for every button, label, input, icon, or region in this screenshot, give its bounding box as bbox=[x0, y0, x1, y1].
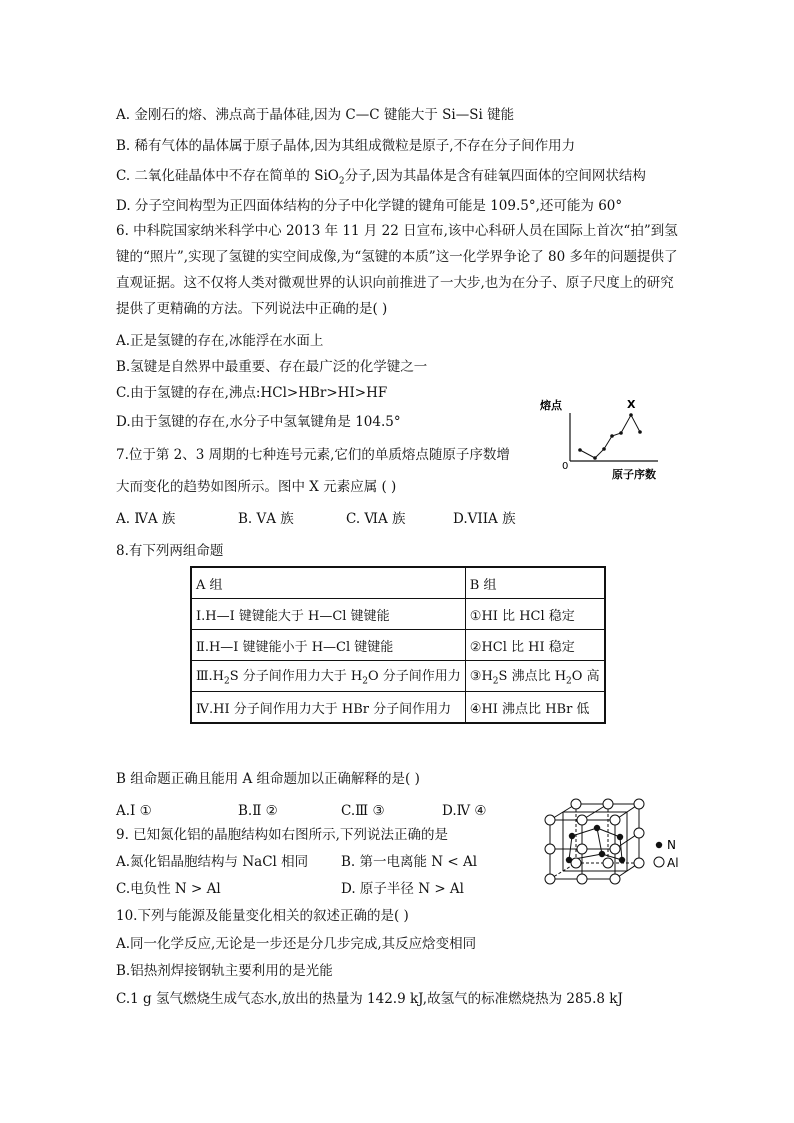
q9-options-cd bbox=[116, 880, 464, 898]
q10-option-c: C.1 g 氢气燃烧生成气态水,放出的热量为 142.9 kJ,故氢气的标准燃烧热为 285.8 kJ bbox=[116, 991, 623, 1007]
melting-point-figure bbox=[540, 395, 670, 487]
q9-option-a: A.氮化铝晶胞结构与 NaCl 相同 bbox=[116, 854, 309, 870]
q9-option-c: C.电负性 N > Al bbox=[116, 881, 221, 897]
q8-option-c: C.Ⅲ ③ bbox=[341, 803, 385, 819]
data-point bbox=[602, 447, 606, 451]
cell-b: $③H_2S$ 沸点比 $H_2O$ 高 bbox=[465, 661, 604, 692]
data-point bbox=[593, 456, 597, 460]
trend-line bbox=[580, 415, 640, 458]
q6-option-c: C.由于氢键的存在,沸点:HCl>HBr>HI>HF bbox=[116, 385, 388, 401]
q7-option-a: A. ⅣA 族 bbox=[116, 511, 176, 527]
q10-option-b: B.铝热剂焊接钢轨主要利用的是光能 bbox=[116, 963, 333, 979]
legend-al-marker bbox=[654, 857, 664, 867]
q7-option-d: D.VIIA 族 bbox=[453, 511, 516, 527]
q8-option-d: D.Ⅳ ④ bbox=[442, 803, 487, 819]
data-point bbox=[578, 448, 582, 452]
data-point bbox=[619, 431, 623, 435]
figure-point-label: X bbox=[627, 398, 636, 411]
header-group-b: B 组 bbox=[465, 567, 604, 599]
data-point bbox=[638, 430, 642, 434]
data-point-x bbox=[629, 413, 633, 417]
cell-frame bbox=[550, 804, 639, 879]
data-point bbox=[610, 434, 614, 438]
table-row bbox=[191, 661, 605, 692]
q8-question: B 组命题正确且能用 A 组命题加以正确解释的是( ) bbox=[116, 771, 420, 787]
q7-option-b: B. ⅤA 族 bbox=[238, 511, 294, 527]
table-header-row bbox=[191, 567, 605, 599]
q6-stem: 6. 中科院国家纳米科学中心 2013 年 11 月 22 日宣布,该中心科研人员在国际上首次“拍”到氢键的“照片”,实现了氢键的实空间成像,为“氢键的本质”这一化学界争论了 80 多年的问题提供了直观证据。这不仅将人类对微观世界的认识向前推进了一大步,也为在分子、原子尺度上的研究提供了更精确的方法。下列说法中正确的是( ) bbox=[116, 223, 678, 317]
q10-option-a: A.同一化学反应,无论是一步还是分几步完成,其反应焓变相同 bbox=[116, 936, 477, 952]
proposition-table bbox=[190, 566, 606, 724]
q5-option-c: C. 二氧化硅晶体中不存在简单的 SiO$_2$分子,因为其晶体是含有硅氧四面体的空间网状结构 bbox=[116, 168, 646, 187]
q7-options bbox=[116, 510, 516, 528]
q5-option-b: B. 稀有气体的晶体属于原子晶体,因为其组成微粒是原子,不存在分子间作用力 bbox=[116, 138, 576, 154]
table-row bbox=[191, 599, 605, 630]
figure-origin: 0 bbox=[562, 461, 569, 472]
q10-stem: 10.下列与能源及能量变化相关的叙述正确的是( ) bbox=[116, 908, 409, 924]
q5-option-d: D. 分子空间构型为正四面体结构的分子中化学键的键角可能是 109.5°,还可能为 60° bbox=[116, 198, 623, 214]
figure-y-label: 熔点 bbox=[540, 399, 562, 412]
legend-n-marker bbox=[656, 842, 662, 848]
q6-option-d: D.由于氢键的存在,水分子中氢氧键角是 104.5° bbox=[116, 414, 401, 430]
cell-a: Ⅰ.H—I 键键能大于 H—Cl 键键能 bbox=[191, 599, 465, 630]
cell-a: Ⅳ.HI 分子间作用力大于 HBr 分子间作用力 bbox=[191, 692, 465, 724]
q9-option-b: B. 第一电离能 N < Al bbox=[341, 854, 478, 870]
legend-al-label: Al bbox=[667, 856, 679, 870]
q7-option-c: C. ⅥA 族 bbox=[346, 511, 406, 527]
legend-n-label: N bbox=[667, 838, 676, 852]
cell-b: ①HI 比 HCl 稳定 bbox=[465, 599, 604, 630]
q6-option-b: B.氢键是自然界中最重要、存在最广泛的化学键之一 bbox=[116, 359, 428, 375]
q8-option-b: B.Ⅱ ② bbox=[238, 803, 278, 819]
table-row bbox=[191, 692, 605, 724]
q8-option-a: A.Ⅰ ① bbox=[116, 803, 152, 819]
q8-options bbox=[116, 802, 487, 820]
table-row bbox=[191, 630, 605, 661]
aln-unit-cell-figure bbox=[540, 798, 690, 890]
q9-options-ab bbox=[116, 853, 477, 871]
q9-stem: 9. 已知氮化铝的晶胞结构如右图所示,下列说法正确的是 bbox=[116, 827, 448, 843]
cell-a: Ⅱ.H—I 键键能小于 H—Cl 键键能 bbox=[191, 630, 465, 661]
cell-b: ②HCl 比 HI 稳定 bbox=[465, 630, 604, 661]
header-group-a: A 组 bbox=[191, 567, 465, 599]
figure-x-label: 原子序数 bbox=[612, 468, 656, 481]
q9-option-d: D. 原子半径 N > Al bbox=[341, 881, 464, 897]
cell-a: $Ⅲ.H_2S$ 分子间作用力大于 $H_2O$ 分子间作用力 bbox=[191, 661, 465, 692]
q7-stem-line1: 7.位于第 2、3 周期的七种连号元素,它们的单质熔点随原子序数增 bbox=[116, 447, 510, 463]
q6-option-a: A.正是氢键的存在,冰能浮在水面上 bbox=[116, 333, 324, 349]
q8-stem: 8.有下列两组命题 bbox=[116, 543, 224, 559]
q7-stem-line2: 大而变化的趋势如图所示。图中 X 元素应属 ( ) bbox=[116, 479, 397, 495]
cell-b: ④HI 沸点比 HBr 低 bbox=[465, 692, 604, 724]
q5-option-a: A. 金刚石的熔、沸点高于晶体硅,因为 C—C 键能大于 Si—Si 键能 bbox=[116, 107, 515, 123]
